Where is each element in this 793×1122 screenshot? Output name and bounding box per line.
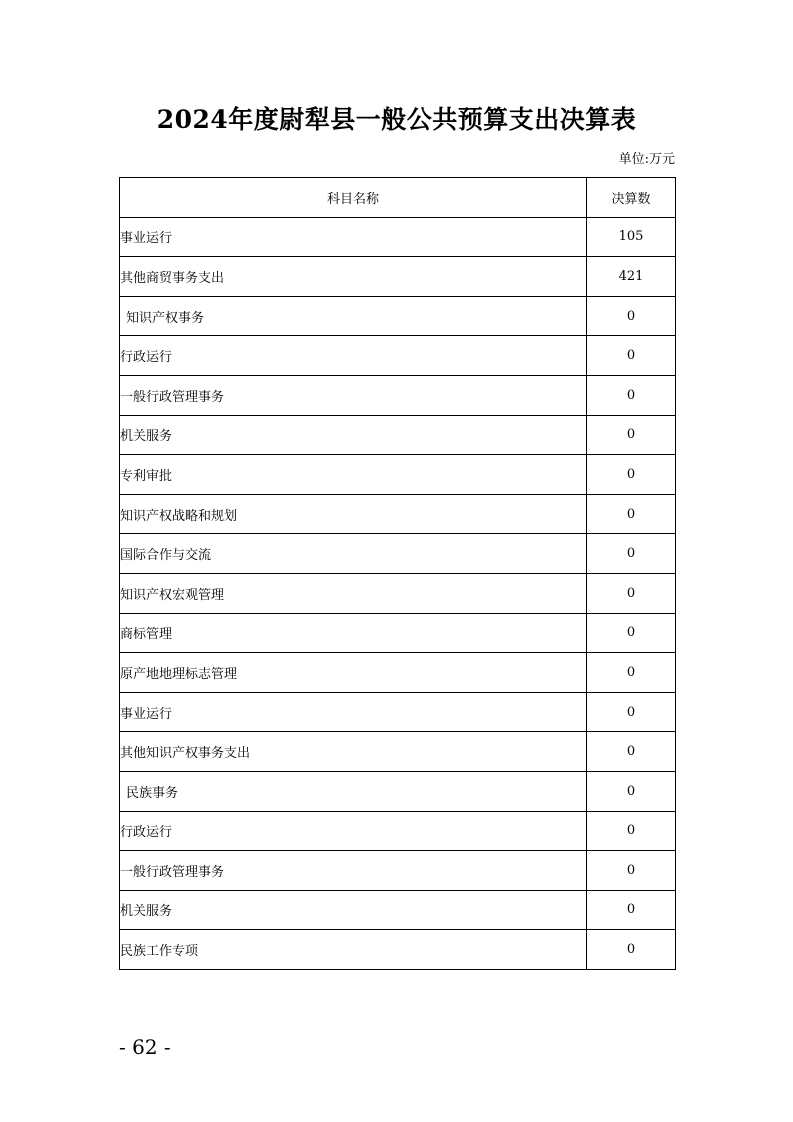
row-item-value: 0 <box>587 296 676 336</box>
table-row <box>120 930 676 970</box>
table-row <box>120 534 676 574</box>
row-item-name: 民族事务 <box>120 771 587 811</box>
unit-label: 单位:万元 <box>618 152 675 167</box>
row-item-name: 知识产权宏观管理 <box>120 573 587 613</box>
row-item-name: 国际合作与交流 <box>120 534 587 574</box>
row-item-name: 知识产权战略和规划 <box>120 494 587 534</box>
table-row <box>120 811 676 851</box>
row-item-value: 0 <box>587 573 676 613</box>
row-item-name: 其他知识产权事务支出 <box>120 732 587 772</box>
table-row <box>120 692 676 732</box>
table-row <box>120 653 676 693</box>
table-row <box>120 336 676 376</box>
row-item-value: 0 <box>587 653 676 693</box>
row-item-value: 421 <box>587 257 676 297</box>
table-row <box>120 851 676 891</box>
row-item-name: 机关服务 <box>120 415 587 455</box>
table-row <box>120 890 676 930</box>
column-header-name: 科目名称 <box>120 178 587 218</box>
row-item-value: 0 <box>587 692 676 732</box>
budget-table <box>119 177 676 970</box>
row-item-name: 民族工作专项 <box>120 930 587 970</box>
row-item-name: 一般行政管理事务 <box>120 375 587 415</box>
row-item-name: 其他商贸事务支出 <box>120 257 587 297</box>
row-item-value: 0 <box>587 732 676 772</box>
column-header-value: 决算数 <box>587 178 676 218</box>
row-item-value: 0 <box>587 811 676 851</box>
table-row <box>120 771 676 811</box>
table-row <box>120 375 676 415</box>
row-item-value: 0 <box>587 494 676 534</box>
table-row <box>120 415 676 455</box>
row-item-name: 一般行政管理事务 <box>120 851 587 891</box>
row-item-value: 0 <box>587 455 676 495</box>
table-row <box>120 296 676 336</box>
page-title: 2024年度尉犁县一般公共预算支出决算表 <box>156 105 637 134</box>
table-header-row <box>120 178 676 218</box>
row-item-value: 0 <box>587 771 676 811</box>
row-item-value: 0 <box>587 890 676 930</box>
row-item-value: 105 <box>587 217 676 257</box>
row-item-name: 行政运行 <box>120 811 587 851</box>
row-item-name: 事业运行 <box>120 217 587 257</box>
row-item-name: 原产地地理标志管理 <box>120 653 587 693</box>
table-row <box>120 257 676 297</box>
row-item-name: 商标管理 <box>120 613 587 653</box>
table-row <box>120 732 676 772</box>
table-body <box>120 217 676 969</box>
row-item-value: 0 <box>587 851 676 891</box>
row-item-value: 0 <box>587 613 676 653</box>
row-item-value: 0 <box>587 415 676 455</box>
row-item-name: 事业运行 <box>120 692 587 732</box>
row-item-name: 知识产权事务 <box>120 296 587 336</box>
row-item-name: 行政运行 <box>120 336 587 376</box>
row-item-value: 0 <box>587 534 676 574</box>
page-number: - 62 - <box>119 1035 171 1059</box>
row-item-value: 0 <box>587 375 676 415</box>
table-row <box>120 613 676 653</box>
table-row <box>120 494 676 534</box>
row-item-value: 0 <box>587 930 676 970</box>
row-item-name: 专利审批 <box>120 455 587 495</box>
row-item-name: 机关服务 <box>120 890 587 930</box>
table-row <box>120 455 676 495</box>
row-item-value: 0 <box>587 336 676 376</box>
table-row <box>120 573 676 613</box>
table-row <box>120 217 676 257</box>
